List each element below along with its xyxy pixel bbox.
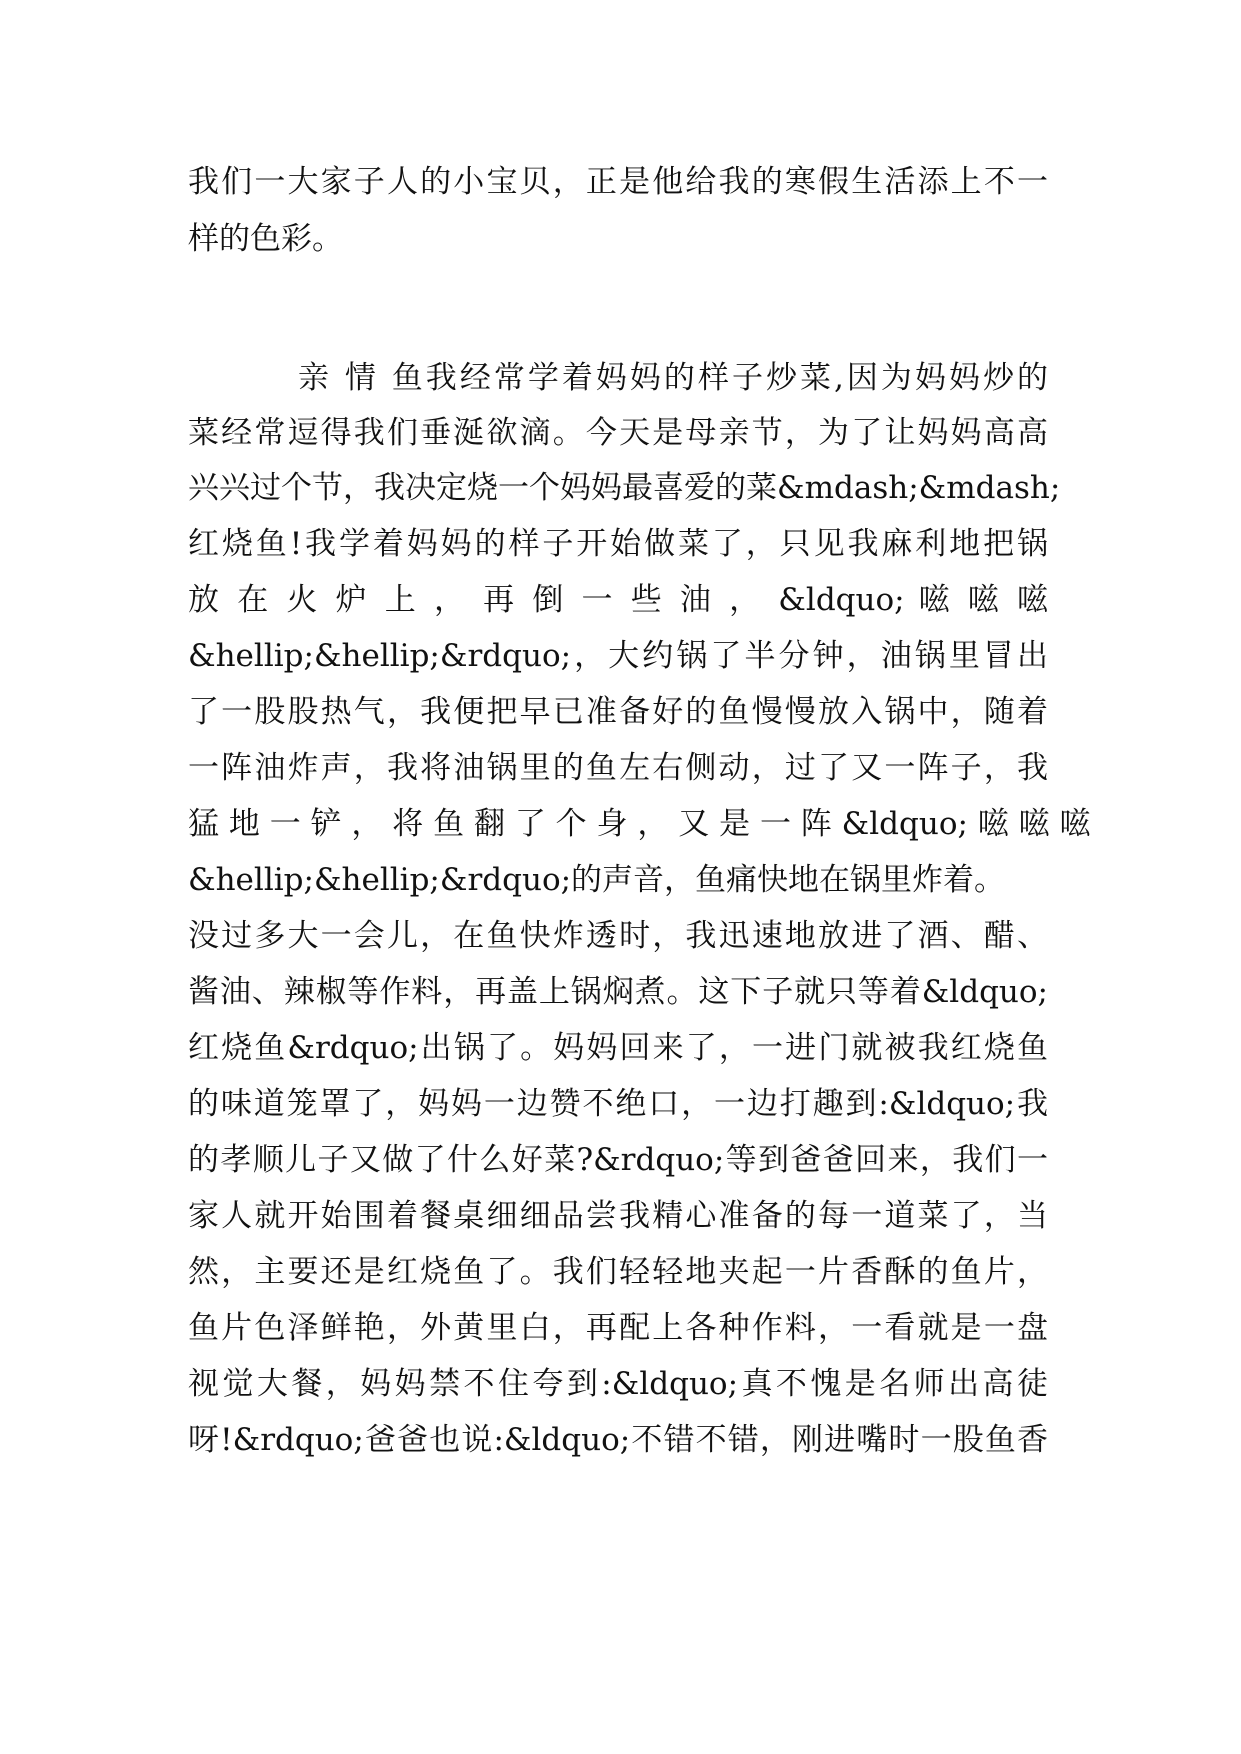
paragraph-title-line: 亲 情 鱼我经常学着妈妈的样子炒菜,因为妈妈炒的: [298, 360, 1048, 396]
text-line: &hellip;&hellip;&rdquo;的声音，鱼痛快地在锅里炸着。: [188, 862, 1006, 898]
text-line: 没过多大一会儿，在鱼快炸透时，我迅速地放进了酒、醋、: [188, 918, 1048, 954]
text-line: 我们一大家子人的小宝贝，正是他给我的寒假生活添上不一: [188, 164, 1048, 200]
text-line: 视觉大餐，妈妈禁不住夸到:&ldquo;真不愧是名师出高徒: [188, 1366, 1048, 1402]
text-line: 放 在 火 炉 上 ， 再 倒 一 些 油 ， &ldquo; 嗞 嗞 嗞: [188, 582, 1048, 618]
text-line: &hellip;&hellip;&rdquo;，大约锅了半分钟，油锅里冒出: [188, 638, 1048, 674]
text-line: 红烧鱼&rdquo;出锅了。妈妈回来了，一进门就被我红烧鱼: [188, 1030, 1048, 1066]
text-line: 的味道笼罩了，妈妈一边赞不绝口，一边打趣到:&ldquo;我: [188, 1086, 1048, 1122]
text-line: 的孝顺儿子又做了什么好菜?&rdquo;等到爸爸回来，我们一: [188, 1142, 1048, 1178]
text-line: 猛 地 一 铲 ， 将 鱼 翻 了 个 身 ， 又 是 一 阵 &ldquo; 嗞 嗞 嗞: [188, 806, 1091, 842]
text-line: 酱油、辣椒等作料，再盖上锅焖煮。这下子就只等着&ldquo;: [188, 974, 1048, 1010]
text-line: 家人就开始围着餐桌细细品尝我精心准备的每一道菜了，当: [188, 1198, 1048, 1234]
text-line: 呀!&rdquo;爸爸也说:&ldquo;不错不错，刚进嘴时一股鱼香: [188, 1422, 1048, 1458]
text-line: 样的色彩。: [188, 221, 343, 257]
text-line: 红烧鱼!我学着妈妈的样子开始做菜了，只见我麻利地把锅: [188, 526, 1048, 562]
text-line: 鱼片色泽鲜艳，外黄里白，再配上各种作料，一看就是一盘: [188, 1310, 1048, 1346]
text-line: 然，主要还是红烧鱼了。我们轻轻地夹起一片香酥的鱼片，: [188, 1254, 1048, 1290]
text-line: 了一股股热气，我便把早已准备好的鱼慢慢放入锅中，随着: [188, 694, 1048, 730]
text-line: 兴兴过个节，我决定烧一个妈妈最喜爱的菜&mdash;&mdash;: [188, 470, 1061, 506]
text-line: 菜经常逗得我们垂涎欲滴。今天是母亲节，为了让妈妈高高: [188, 415, 1048, 451]
text-line: 一阵油炸声，我将油锅里的鱼左右侧动，过了又一阵子，我: [188, 750, 1048, 786]
